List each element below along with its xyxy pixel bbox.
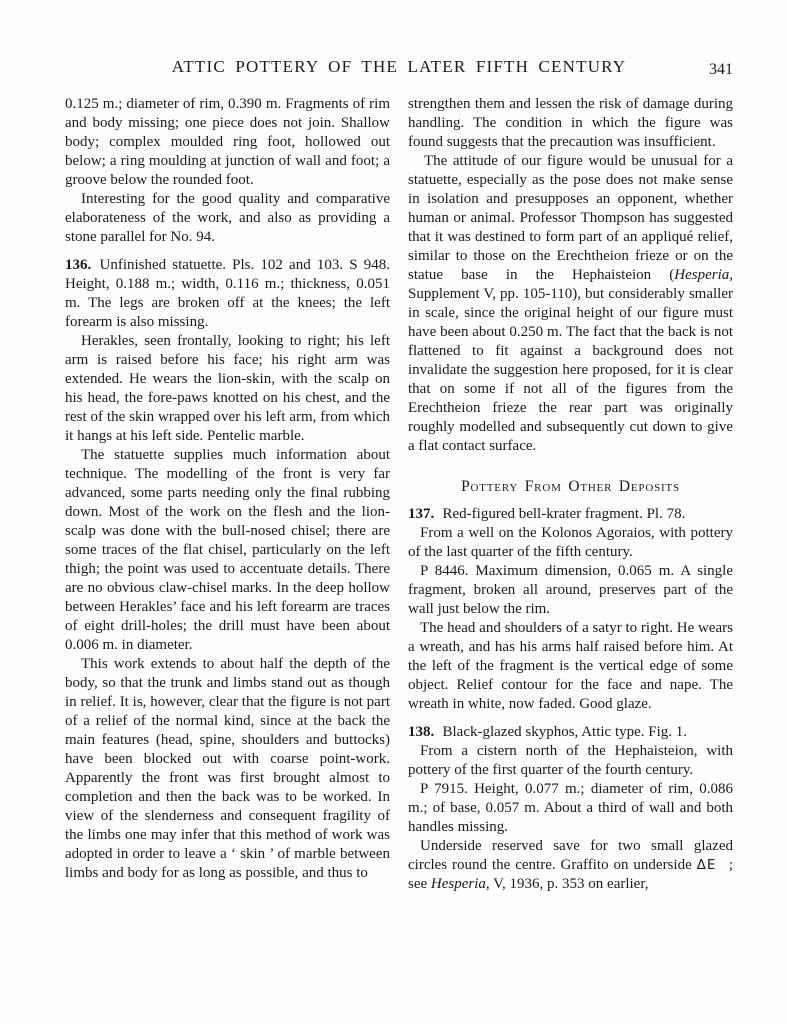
text-segment: Unfinished statuette. Pls. 102 and 103. S 948. Height, 0.188 m.; width, 0.116 m.; thickness, 0.051 m. The legs are broken off at the knees; the left forearm is also missing.	[65, 257, 390, 330]
text-segment: Black-glazed skyphos, Attic type. Fig. 1.	[442, 724, 688, 740]
text-segment: The attitude of our figure would be unusual for a statuette, especially as the pose does not make sense in isolation and presupposes an opponent, whether human or animal. Professor Thompson has suggested that it was destined to form part of an appliqué relief, similar to those on the Erechtheion frieze or on the statue base in the Hephaisteion (	[408, 153, 733, 283]
text-segment: , V, 1936, p. 353 on earlier,	[485, 876, 649, 892]
paragraph	[408, 505, 733, 524]
text-segment: , Supplement V, pp. 105-110), but considerably smaller in scale, since the original height of our figure must have been about 0.250 m. The fact that the back is not flattened to fit against a background does not invalidate the suggestion here proposed, for it is clear that on some if not all of the figures from the Erechtheion frieze the rear part was originally roughly modelled and subsequently cut down to give a flat contact surface.	[408, 267, 733, 454]
paragraph	[408, 152, 733, 456]
paragraph	[65, 332, 390, 446]
text-segment-entry-num: 136.	[65, 257, 92, 273]
text-segment-entry-num: 137.	[408, 506, 435, 522]
paragraph	[408, 619, 733, 714]
text-segment: The statuette supplies much information about technique. The modelling of the front is very far advanced, some parts needing only the final rubbing down. Most of the work on the flesh and the lion-scalp was done with the bull-nosed chisel; there are some traces of the flat chisel, particularly on the left thigh; the point was used to accentuate details. There are no obvious claw-chisel marks. In the deep hollow between Herakles’ face and his left forearm are traces of eight drill-holes; the drill must have been about 0.006 m. in diameter.	[65, 447, 390, 653]
paragraph	[65, 95, 390, 190]
text-segment: strengthen them and lessen the risk of damage during handling. The condition in which the figure was found suggests that the precaution was insufficient.	[408, 96, 733, 150]
text-segment: Interesting for the good quality and comparative elaborateness of the work, and also as providing a stone parallel for No. 94.	[65, 191, 390, 245]
text-segment-sans: ΔΕ	[696, 857, 717, 873]
text-segment-italic: Hesperia	[430, 876, 486, 892]
page-number: 341	[709, 61, 733, 78]
paragraph	[408, 524, 733, 562]
left-column	[65, 95, 390, 894]
text-segment-italic: Hesperia	[674, 267, 730, 283]
paragraph	[408, 780, 733, 837]
section-heading	[408, 477, 733, 496]
text-segment: P 7915. Height, 0.077 m.; diameter of rim, 0.086 m.; of base, 0.057 m. About a third of wall and both handles missing.	[408, 781, 733, 835]
paragraph	[408, 95, 733, 152]
paragraph	[408, 837, 733, 894]
text-segment: This work extends to about half the depth of the body, so that the trunk and limbs stand out as though in relief. It is, however, clear that the figure is not part of a relief of the normal kind, since at the back the main features (head, spine, shoulders and buttocks) have been blocked out with coarse point-work. Apparently the front was first brought almost to completion and then the back was to be worked. In view of the slenderness and consequent fragility of the limbs one may infer that this method of work was adopted in order to leave a ‘ skin ’ of marble between limbs and body for as long as possible, and thus to	[65, 656, 390, 881]
paragraph	[408, 723, 733, 742]
paragraph	[65, 256, 390, 332]
text-segment: Pottery From Other Deposits	[461, 478, 680, 495]
two-column-text-block	[65, 95, 733, 894]
paragraph	[65, 190, 390, 247]
text-segment: From a well on the Kolonos Agoraios, with pottery of the last quarter of the fifth century.	[408, 525, 733, 560]
running-header	[65, 0, 733, 79]
text-segment-entry-num: 138.	[408, 724, 435, 740]
paragraph	[65, 655, 390, 883]
right-column	[408, 95, 733, 894]
text-segment: ; see	[408, 857, 734, 892]
paragraph	[408, 562, 733, 619]
text-segment: Underside reserved save for two small glazed circles round the centre. Graffito on underside	[408, 838, 733, 873]
running-title: ATTIC POTTERY OF THE LATER FIFTH CENTURY	[171, 57, 627, 76]
text-segment: 0.125 m.; diameter of rim, 0.390 m. Fragments of rim and body missing; one piece does not join. Shallow body; complex moulded ring foot, hollowed out below; a ring moulding at junction of wall and foot; a groove below the rounded foot.	[65, 96, 390, 188]
text-segment: Red-figured bell-krater fragment. Pl. 78.	[442, 506, 686, 522]
text-segment: The head and shoulders of a satyr to right. He wears a wreath, and has his arms half raised before him. At the left of the fragment is the vertical edge of some object. Relief contour for the face and nape. The wreath in white, now faded. Good glaze.	[408, 620, 733, 712]
text-segment: Herakles, seen frontally, looking to right; his left arm is raised before his face; his right arm was extended. He wears the lion-skin, with the scalp on his head, the fore-paws knotted on his chest, and the rest of the skin wrapped over his left arm, from which it hangs at his left side. Pentelic marble.	[65, 333, 390, 444]
paragraph	[408, 742, 733, 780]
text-segment: From a cistern north of the Hephaisteion, with pottery of the first quarter of the fourth century.	[408, 743, 733, 778]
paragraph	[65, 446, 390, 655]
text-segment: P 8446. Maximum dimension, 0.065 m. A single fragment, broken all around, preserves part of the wall just below the rim.	[408, 563, 733, 617]
